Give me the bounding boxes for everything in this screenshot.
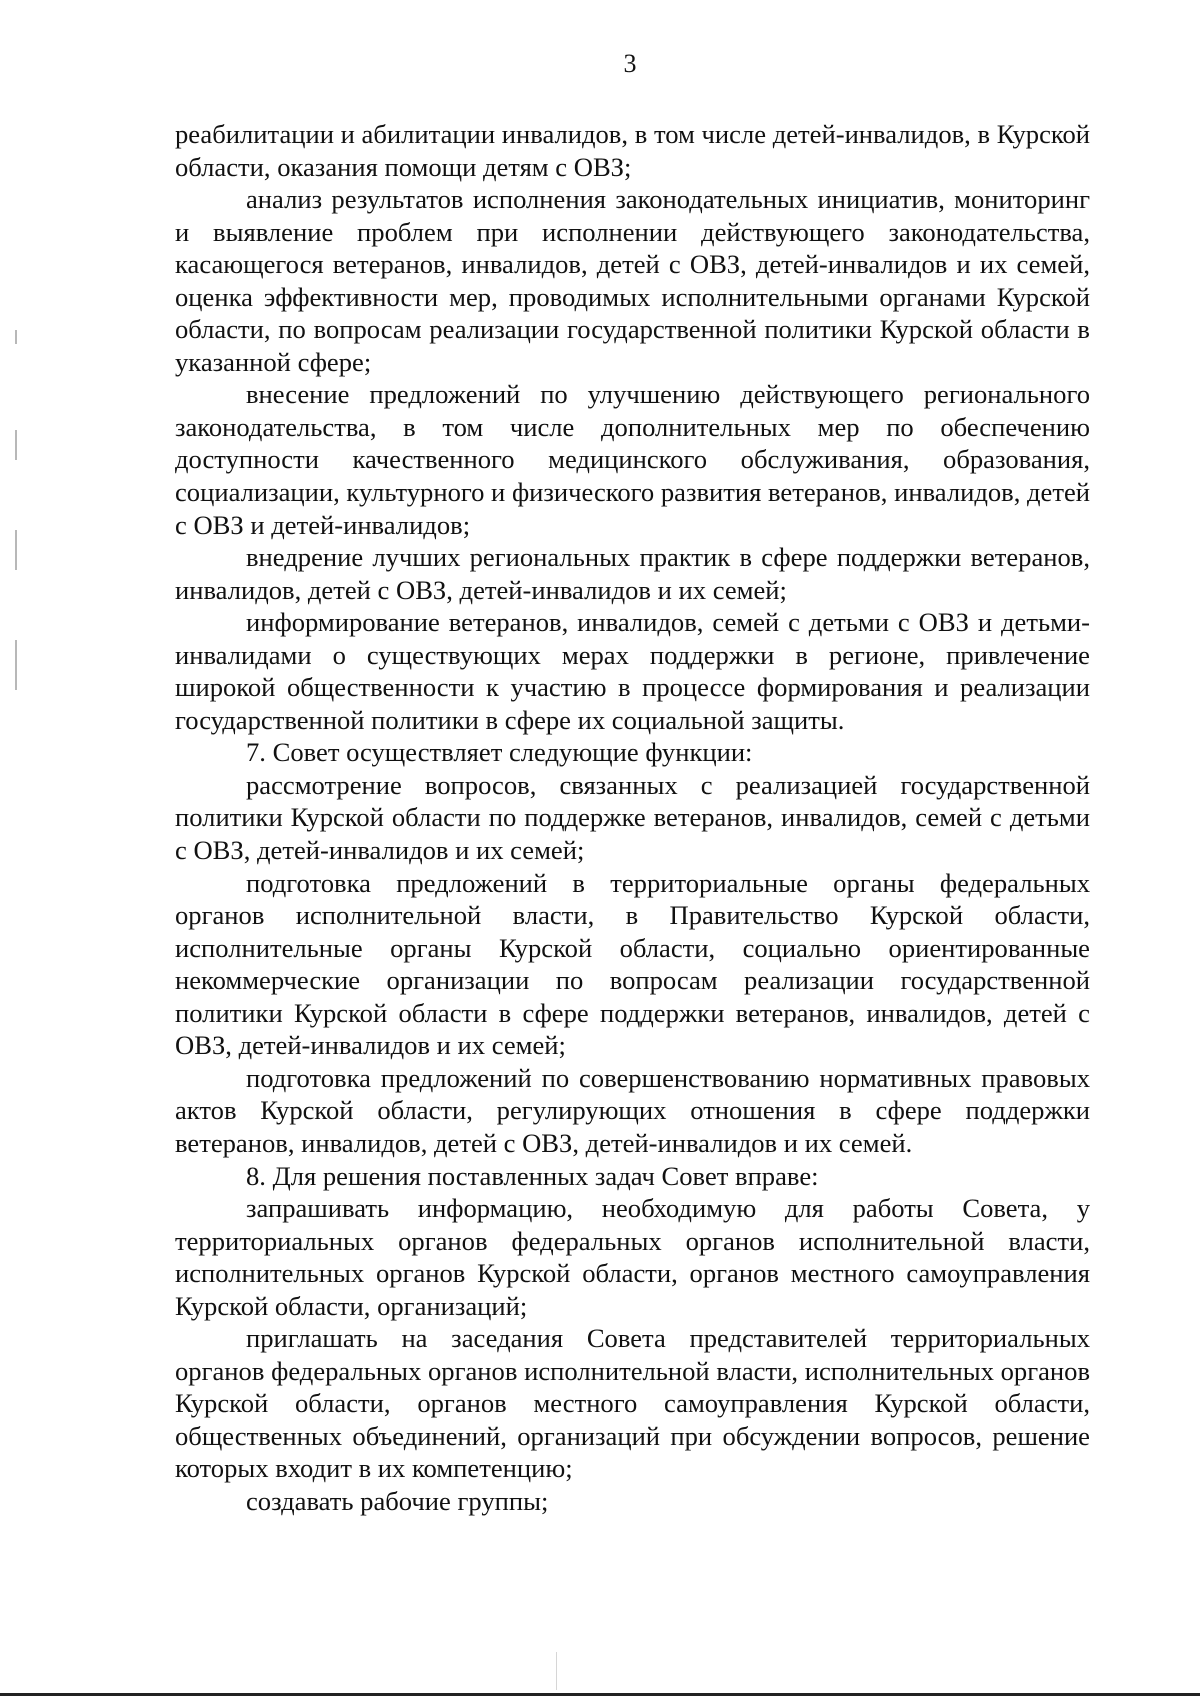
scan-artifact-mark bbox=[15, 330, 17, 344]
scan-fold-line bbox=[556, 1652, 557, 1690]
scan-bottom-edge bbox=[0, 1693, 1200, 1696]
paragraph-request-information: запрашивать информацию, необходимую для работы Совета, у территориальных органов федеральных органов исполнительной власти, исполнительных органов Курской области, органов местного самоуправления Курской области, организаций; bbox=[175, 1193, 1090, 1321]
paragraph-proposals: внесение предложений по улучшению действующего регионального законодательства, в том числе дополнительных мер по обеспечению доступности качественного медицинского обслуживания, образования, социализации, культурного и физического развития ветеранов, инвалидов, детей с ОВЗ и детей-инвалидов; bbox=[175, 379, 1090, 540]
scan-artifact-mark bbox=[15, 530, 17, 570]
paragraph-analysis: анализ результатов исполнения законодательных инициатив, мониторинг и выявление проблем при исполнении действующего законодательства, касающегося ветеранов, инвалидов, детей с ОВЗ, детей-инвалидов и их семей, оценка эффективности мер, проводимых исполнительными органами Курской области, по вопросам реализации государственной политики Курской области в указанной сфере; bbox=[175, 184, 1090, 377]
page-number: 3 bbox=[623, 49, 637, 78]
scan-artifact-mark bbox=[15, 640, 17, 690]
paragraph-working-groups: создавать рабочие группы; bbox=[246, 1485, 549, 1516]
paragraph-continuation: реабилитации и абилитации инвалидов, в том числе детей-инвалидов, в Курской области, оказания помощи детям с ОВЗ; bbox=[175, 119, 1090, 182]
paragraph-invite-representatives: приглашать на заседания Совета представителей территориальных органов федеральных органов исполнительной власти, исполнительных органов Курской области, органов местного самоуправления Курской области, общественных объединений, организаций при обсуждении вопросов, решение которых входит в их компетенцию; bbox=[175, 1323, 1090, 1484]
paragraph-best-practices: внедрение лучших региональных практик в сфере поддержки ветеранов, инвалидов, детей с ОВЗ, детей-инвалидов и их семей; bbox=[175, 542, 1090, 605]
scan-artifact-mark bbox=[15, 430, 17, 460]
paragraph-preparation-proposals: подготовка предложений в территориальные органы федеральных органов исполнительной власти, в Правительство Курской области, исполнительные органы Курской области, социально ориентированные некоммерческие организации по вопросам реализации государственной политики Курской области в сфере поддержки ветеранов, инвалидов, детей с ОВЗ, детей-инвалидов и их семей; bbox=[175, 867, 1090, 1061]
paragraph-informing: информирование ветеранов, инвалидов, семей с детьми с ОВЗ и детьми-инвалидами о существующих мерах поддержки в регионе, привлечение широкой общественности к участию в процессе формирования и реализации государственной политики в сфере их социальной защиты. bbox=[175, 607, 1090, 735]
clause-7-heading: 7. Совет осуществляет следующие функции: bbox=[246, 737, 753, 768]
document-body bbox=[175, 118, 1090, 1518]
paragraph-consideration: рассмотрение вопросов, связанных с реализацией государственной политики Курской области по поддержке ветеранов, инвалидов, семей с детьми с ОВЗ, детей-инвалидов и их семей; bbox=[175, 769, 1090, 866]
clause-8-heading: 8. Для решения поставленных задач Совет вправе: bbox=[246, 1160, 819, 1191]
paragraph-regulatory-improvement: подготовка предложений по совершенствованию нормативных правовых актов Курской области, регулирующих отношения в сфере поддержки ветеранов, инвалидов, детей с ОВЗ, детей-инвалидов и их семей. bbox=[175, 1062, 1090, 1158]
